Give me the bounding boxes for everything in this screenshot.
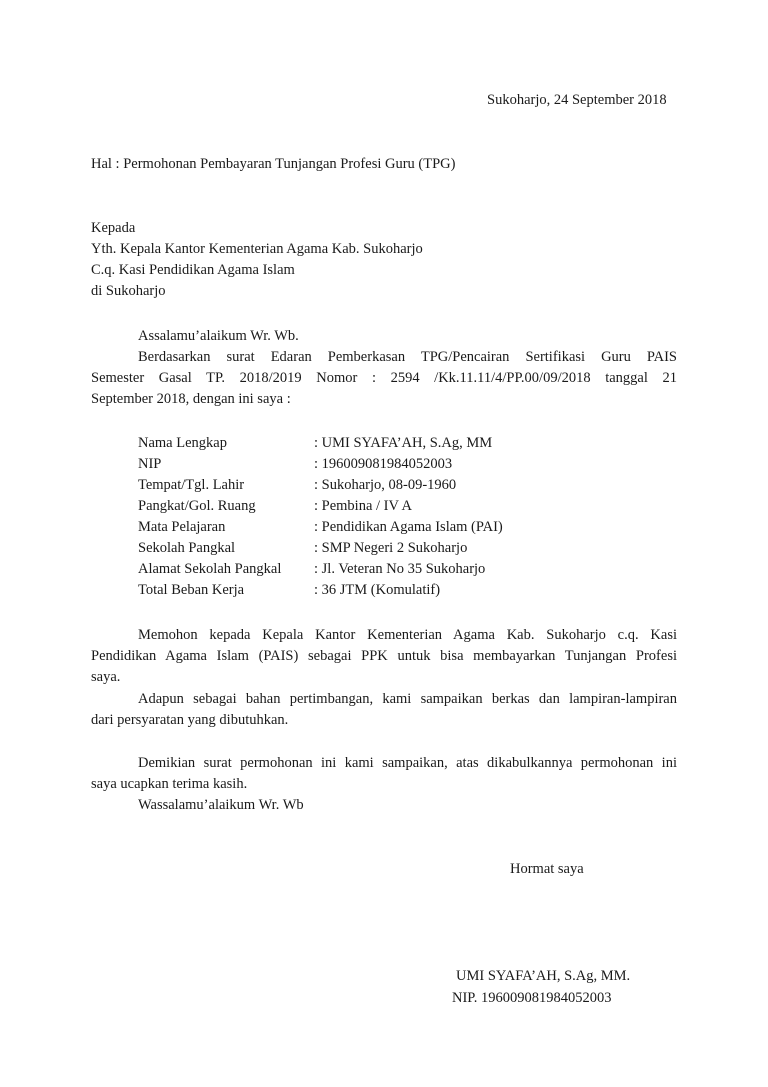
signoff: Hormat saya (510, 861, 584, 877)
greeting: Assalamu’alaikum Wr. Wb. (138, 328, 299, 344)
detail-value: : Pendidikan Agama Islam (PAI) (314, 519, 503, 535)
para3-line-1: Demikian surat permohonan ini kami sampaikan, atas dikabulkannya permohonan ini (138, 755, 677, 771)
para1-line-3: saya. (91, 669, 121, 685)
recipient-line-3: C.q. Kasi Pendidikan Agama Islam (91, 262, 295, 278)
signer-name: UMI SYAFA’AH, S.Ag, MM. (456, 968, 631, 984)
para1-line-2: Pendidikan Agama Islam (PAIS) sebagai PPK untuk bisa membayarkan Tunjangan Profesi (91, 648, 677, 664)
para2-line-2: dari persyaratan yang dibutuhkan. (91, 712, 289, 728)
detail-label: Mata Pelajaran (138, 519, 226, 535)
detail-value: : 36 JTM (Komulatif) (314, 582, 441, 598)
intro-line-2: Semester Gasal TP. 2018/2019 Nomor : 2594 /Kk.11.11/4/PP.00/09/2018 tanggal 21 (91, 370, 677, 386)
detail-label: Tempat/Tgl. Lahir (138, 477, 245, 493)
recipient-line-1: Kepada (91, 220, 136, 236)
detail-value: : 196009081984052003 (314, 456, 453, 472)
detail-label: NIP (138, 456, 162, 472)
para1-line-1: Memohon kepada Kepala Kantor Kementerian Agama Kab. Sukoharjo c.q. Kasi (138, 627, 677, 643)
date-line: Sukoharjo, 24 September 2018 (487, 92, 667, 108)
closing-salutation: Wassalamu’alaikum Wr. Wb (138, 797, 304, 813)
detail-label: Sekolah Pangkal (138, 540, 236, 556)
para3-line-2: saya ucapkan terima kasih. (91, 776, 248, 792)
detail-label: Alamat Sekolah Pangkal (138, 561, 282, 577)
detail-value: : UMI SYAFA’AH, S.Ag, MM (314, 435, 493, 451)
detail-value: : SMP Negeri 2 Sukoharjo (314, 540, 468, 556)
detail-value: : Pembina / IV A (314, 498, 413, 514)
para2-line-1: Adapun sebagai bahan pertimbangan, kami sampaikan berkas dan lampiran-lampiran (138, 691, 677, 707)
detail-label: Nama Lengkap (138, 435, 227, 451)
intro-line-3: September 2018, dengan ini saya : (91, 391, 291, 407)
detail-value: : Sukoharjo, 08-09-1960 (314, 477, 457, 493)
detail-label: Pangkat/Gol. Ruang (138, 498, 256, 514)
signer-nip: NIP. 196009081984052003 (452, 990, 612, 1006)
recipient-line-4: di Sukoharjo (91, 283, 166, 299)
recipient-line-2: Yth. Kepala Kantor Kementerian Agama Kab. Sukoharjo (91, 241, 423, 257)
intro-line-1: Berdasarkan surat Edaran Pemberkasan TPG/Pencairan Sertifikasi Guru PAIS (138, 349, 677, 365)
subject-line: Hal : Permohonan Pembayaran Tunjangan Profesi Guru (TPG) (91, 156, 456, 172)
detail-value: : Jl. Veteran No 35 Sukoharjo (314, 561, 486, 577)
detail-label: Total Beban Kerja (138, 582, 245, 598)
